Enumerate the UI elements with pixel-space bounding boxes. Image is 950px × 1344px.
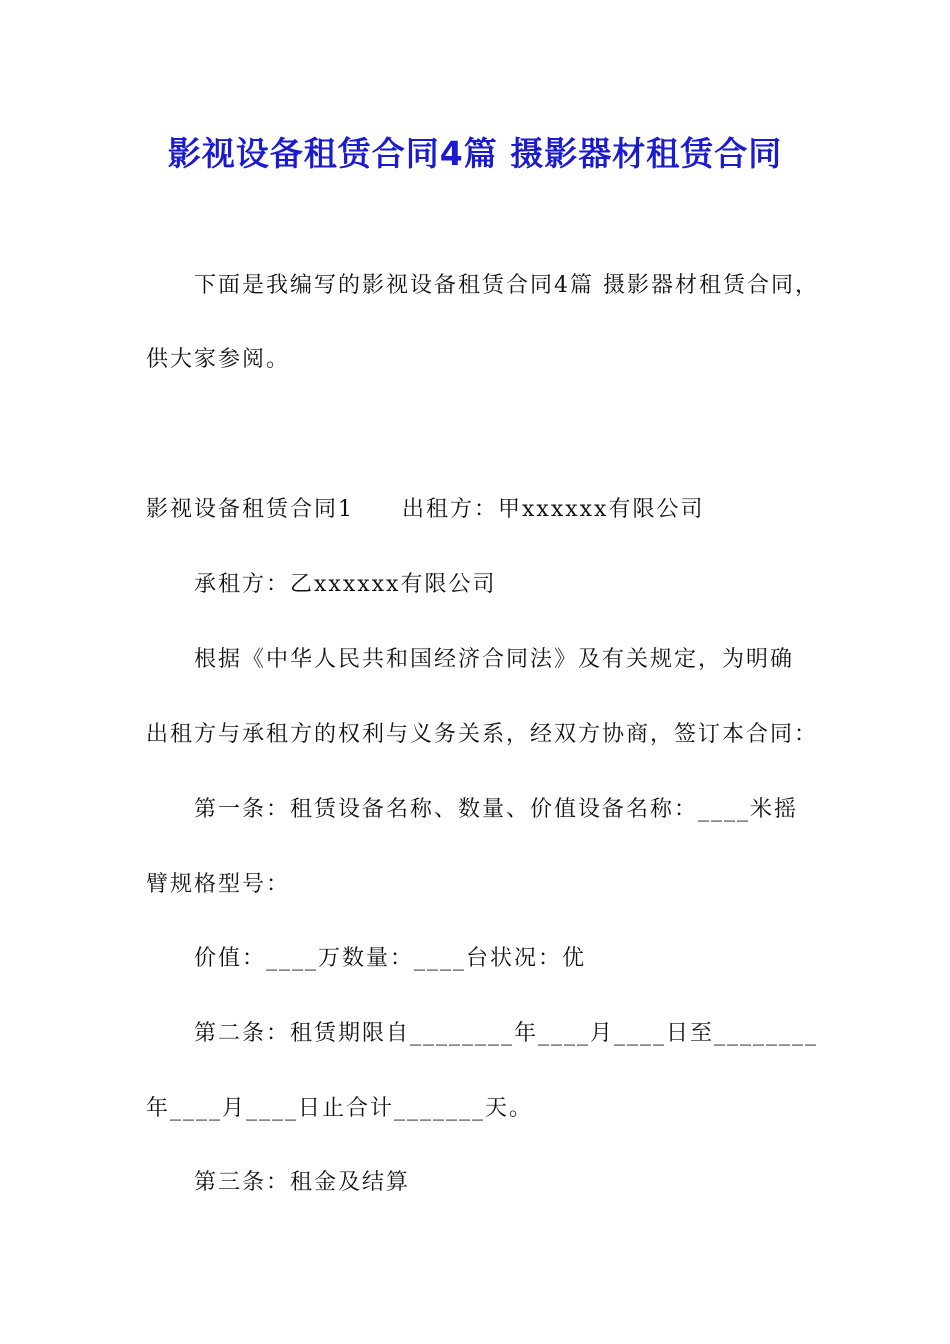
preamble-line-1: 根据《中华人民共和国经济合同法》及有关规定，为明确 — [194, 647, 795, 672]
article-1-line-1: 第一条：租赁设备名称、数量、价值设备名称：____米摇 — [194, 797, 799, 822]
preamble-line-2: 出租方与承租方的权利与义务关系，经双方协商，签订本合同： — [146, 722, 819, 747]
article-1-line-3: 价值：____万数量：____台状况：优 — [194, 946, 587, 971]
contract-heading-line: 影视设备租赁合同1 出租方：甲xxxxxx有限公司 — [146, 497, 705, 522]
intro-line-1: 下面是我编写的影视设备租赁合同4篇 摄影器材租赁合同， — [194, 273, 819, 298]
article-3-heading: 第三条：租金及结算 — [194, 1170, 411, 1195]
article-2-line-2: 年____月____日止合计_______天。 — [146, 1096, 534, 1121]
document-title: 影视设备租赁合同4篇 摄影器材租赁合同 — [167, 134, 783, 173]
article-1-line-2: 臂规格型号： — [146, 872, 291, 897]
intro-line-2: 供大家参阅。 — [146, 347, 291, 372]
article-2-line-1: 第二条：租赁期限自________年____月____日至________ — [194, 1021, 819, 1046]
lessee-line: 承租方：乙xxxxxx有限公司 — [194, 572, 497, 597]
